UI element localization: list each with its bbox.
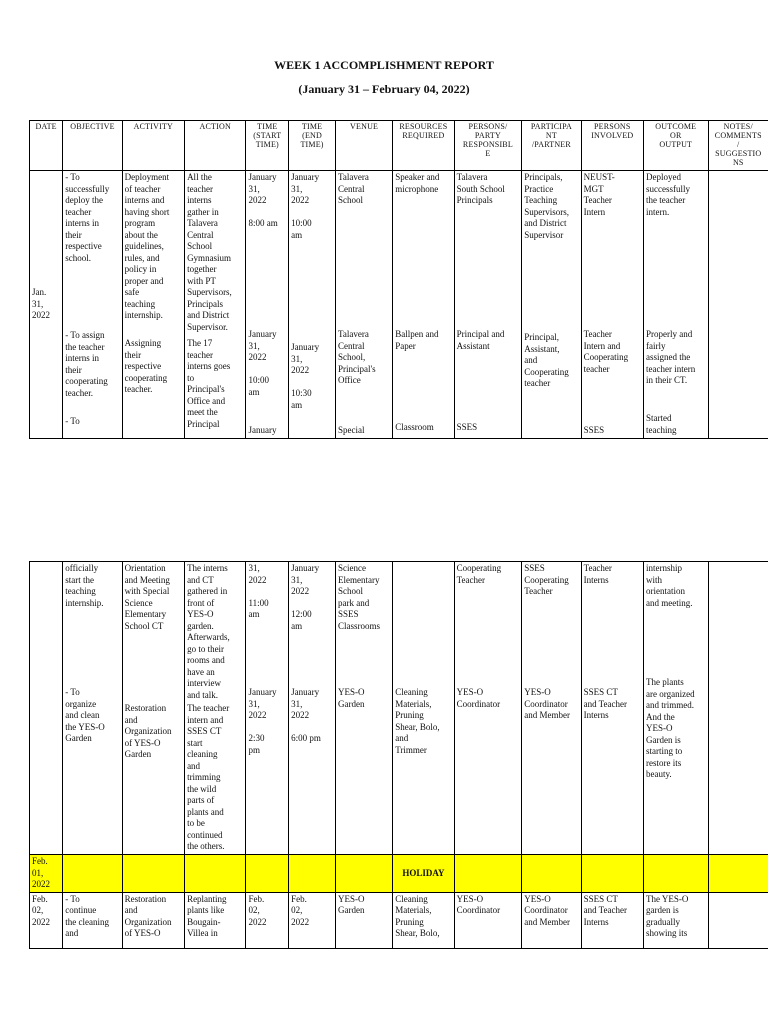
holiday-row — [30, 855, 768, 893]
participant-cell: Principals, Practice Teaching Supervisors, and District Supervisor Principal, Assistant, and Cooperating teacher — [522, 171, 581, 439]
date-cell: Feb. 01, 2022 — [30, 855, 63, 893]
notes-cell — [708, 562, 768, 855]
time-start-cell: 31, 2022 11:00 am January 31, 2022 2:30 pm — [246, 562, 289, 855]
header-time-end: TIME (END TIME) — [289, 121, 336, 171]
resources-cell: Speaker and microphone Ballpen and Paper Classroom — [393, 171, 454, 439]
resources-cell: Cleaning Materials, Pruning Shear, Bolo, and Trimmer — [393, 562, 454, 855]
venue-cell: Science Elementary School park and SSES Classrooms YES-O Garden — [335, 562, 392, 855]
persons-involved-cell: Teacher Interns SSES CT and Teacher Interns — [581, 562, 643, 855]
activity-cell: Deployment of teacher interns and having short program about the guidelines, rules, and policy in proper and safe teaching internship. Assigning their respective cooperating teacher. — [122, 171, 184, 439]
action-cell: Replanting plants like Bougain- Villea in — [185, 892, 246, 948]
persons-involved-cell: SSES CT and Teacher Interns — [581, 892, 643, 948]
header-notes: NOTES/ COMMENTS / SUGGESTIO NS — [708, 121, 768, 171]
header-persons-party: PERSONS/ PARTY RESPONSIBL E — [454, 121, 522, 171]
header-row — [30, 121, 768, 171]
objective-cell: - To successfully deploy the teacher interns in their respective school. - To assign the teacher interns in their cooperating teacher. - To — [63, 171, 122, 439]
objective-cell: - To continue the cleaning and — [63, 892, 122, 948]
persons-involved-cell: NEUST- MGT Teacher Intern Teacher Intern and Cooperating teacher SSES — [581, 171, 643, 439]
time-start-cell: January 31, 2022 8:00 am January 31, 2022 10:00 am January — [246, 171, 289, 439]
time-start-cell: Feb. 02, 2022 — [246, 892, 289, 948]
time-end-cell: Feb. 02, 2022 — [289, 892, 336, 948]
persons-party-cell: Cooperating Teacher YES-O Coordinator — [454, 562, 522, 855]
report-table-page-1 — [29, 120, 768, 439]
persons-party-cell: Talavera South School Principals Principal and Assistant SSES — [454, 171, 522, 439]
report-period: (January 31 – February 04, 2022) — [298, 82, 470, 96]
resources-cell: Cleaning Materials, Pruning Shear, Bolo, — [393, 892, 454, 948]
header-persons-involved: PERSONS INVOLVED — [581, 121, 643, 171]
header-objective: OBJECTIVE — [63, 121, 122, 171]
notes-cell — [708, 171, 768, 439]
header-outcome: OUTCOME OR OUTPUT — [644, 121, 709, 171]
action-cell: The interns and CT gathered in front of YES-O garden. Afterwards, go to their rooms and have an interview and talk. The teacher intern and SSES CT start cleaning and trimming the wild parts of plants and to be continued the others. — [185, 562, 246, 855]
header-time-start: TIME (START TIME) — [246, 121, 289, 171]
participant-cell: SSES Cooperating Teacher YES-O Coordinator and Member — [522, 562, 581, 855]
header-date: DATE — [30, 121, 63, 171]
header-action: ACTION — [185, 121, 246, 171]
table-row — [30, 171, 768, 439]
header-resources: RESOURCES REQUIRED — [393, 121, 454, 171]
report-title: WEEK 1 ACCOMPLISHMENT REPORT — [274, 58, 494, 72]
header-participant: PARTICIPA NT /PARTNER — [522, 121, 581, 171]
participant-cell: YES-O Coordinator and Member — [522, 892, 581, 948]
venue-cell: Talavera Central School Talavera Central School, Principal's Office Special — [335, 171, 392, 439]
venue-cell: YES-O Garden — [335, 892, 392, 948]
header-activity: ACTIVITY — [122, 121, 184, 171]
objective-cell: officially start the teaching internship. - To organize and clean the YES-O Garden — [63, 562, 122, 855]
activity-cell: Restoration and Organization of YES-O — [122, 892, 184, 948]
outcome-cell: Deployed successfully the teacher intern. Properly and fairly assigned the teacher intern in their CT. Started teaching — [644, 171, 709, 439]
activity-cell: Orientation and Meeting with Special Science Elementary School CT Restoration and Organization of YES-O Garden — [122, 562, 184, 855]
date-cell: Jan. 31, 2022 — [30, 171, 63, 439]
date-cell: Feb. 02, 2022 — [30, 892, 63, 948]
report-table-page-2 — [29, 561, 768, 949]
date-cell — [30, 562, 63, 855]
notes-cell — [708, 892, 768, 948]
time-end-cell: January 31, 2022 10:00 am January 31, 2022 10:30 am — [289, 171, 336, 439]
outcome-cell: The YES-O garden is gradually showing its — [644, 892, 709, 948]
persons-party-cell: YES-O Coordinator — [454, 892, 522, 948]
outcome-cell: internship with orientation and meeting. The plants are organized and trimmed. And the YES-O Garden is starting to restore its beauty. — [644, 562, 709, 855]
holiday-label: HOLIDAY — [393, 855, 454, 893]
table-row — [30, 562, 768, 855]
header-venue: VENUE — [335, 121, 392, 171]
table-row — [30, 892, 768, 948]
action-cell: All the teacher interns gather in Talavera Central School Gymnasium together with PT Supervisors, Principals and District Supervisor. The 17 teacher interns goes to Principal's Office and meet the Principal — [185, 171, 246, 439]
time-end-cell: January 31, 2022 12:00 am January 31, 2022 6:00 pm — [289, 562, 336, 855]
